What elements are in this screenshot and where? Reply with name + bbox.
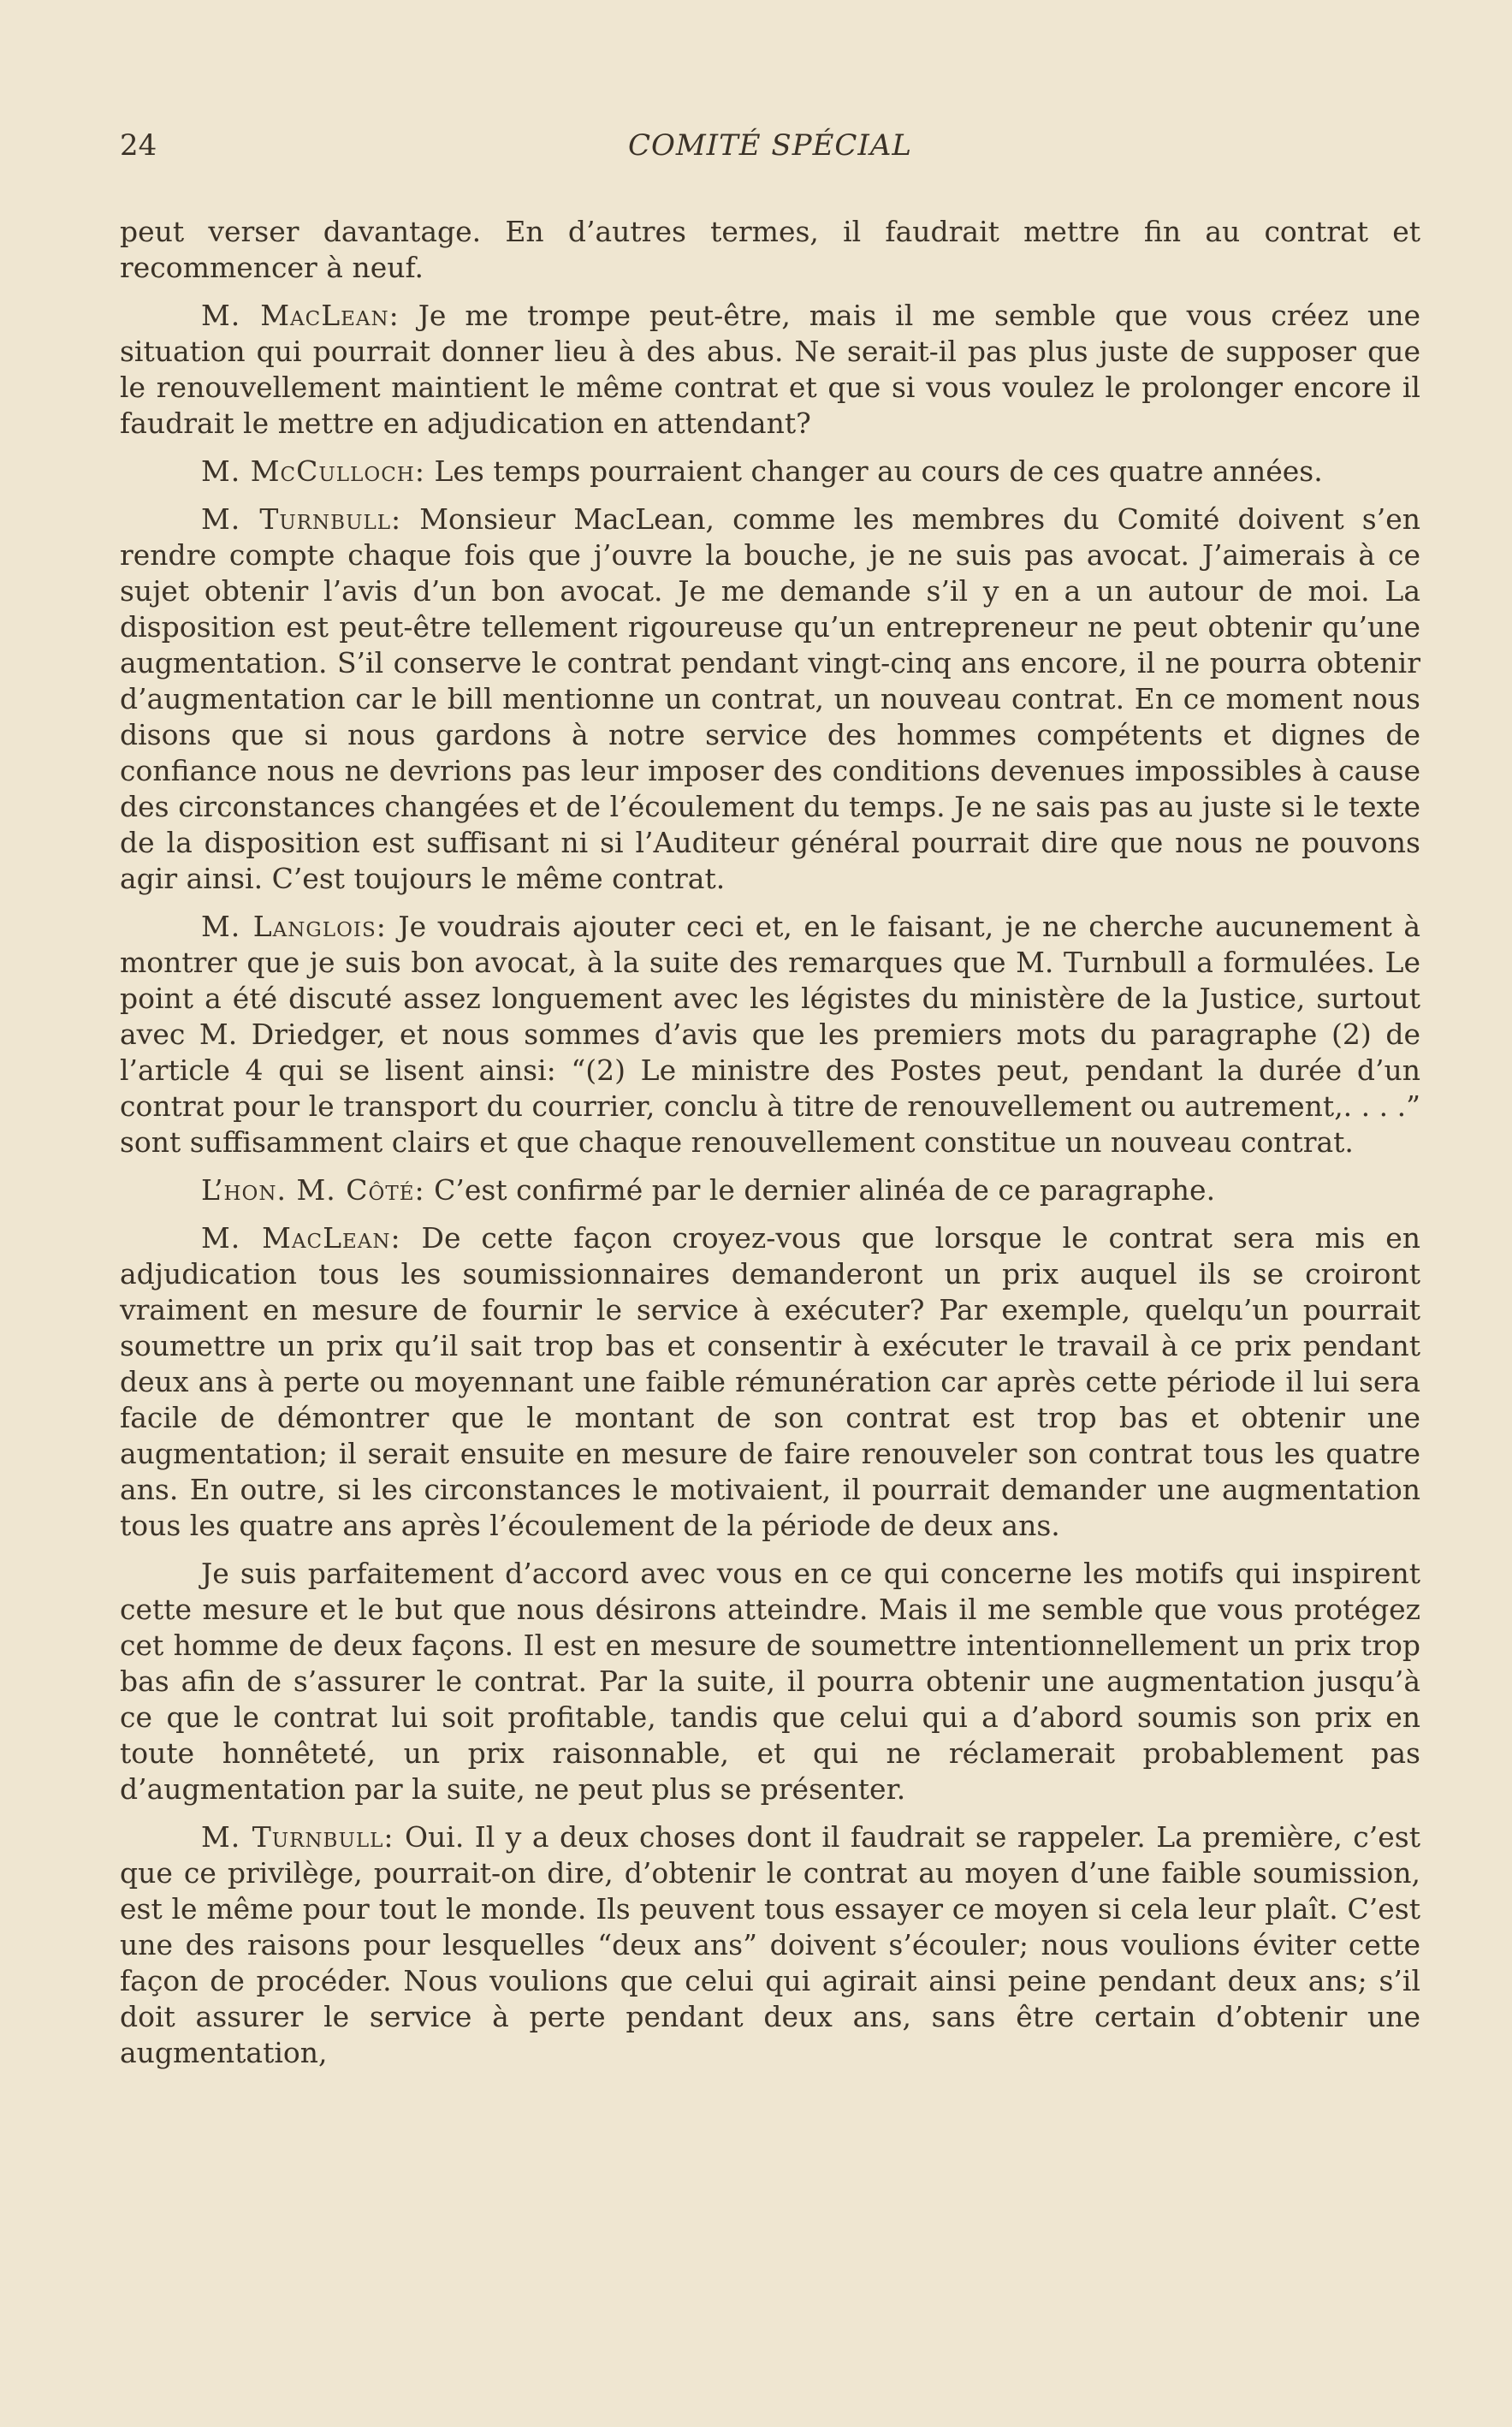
paragraph [120,909,1420,1160]
paragraph [120,454,1420,490]
paragraph-text: Oui. Il y a deux choses dont il faudrait se rappeler. La première, c’est que ce privilège, pourrait-on dire, d’obtenir le contrat au moyen d’une faible soumission, est le même pour tout le monde. Ils peuvent tous essayer ce moyen si cela leur plaît. C’est une des raisons pour lesquelles “deux ans” doivent s’écouler; nous voulions éviter cette façon de procéder. Nous voulions que celui qui agirait ainsi peine pendant deux ans; s’il doit assurer le service à perte pendant deux ans, sans être certain d’obtenir une augmentation, [120,1820,1420,2069]
speaker-name: M. MacLean: [201,299,400,332]
paragraph-text: Je voudrais ajouter ceci et, en le faisant, je ne cherche aucunement à montrer que je suis bon avocat, à la suite des remarques que M. Turnbull a formulées. Le point a été discuté assez longuement avec les légistes du ministère de la Justice, surtout avec M. Driedger, et nous sommes d’avis que les premiers mots du paragraphe (2) de l’article 4 qui se lisent ainsi: “(2) Le ministre des Postes peut, pendant la durée d’un contrat pour le transport du courrier, conclu à titre de renouvellement ou autrement,. . . .” sont suffisamment clairs et que chaque renouvellement constitue un nouveau contrat. [120,910,1420,1159]
paragraph-text: Je suis parfaitement d’accord avec vous en ce qui concerne les motifs qui inspirent cette mesure et le but que nous désirons atteindre. Mais il me semble que vous protégez cet homme de deux façons. Il est en mesure de soumettre intentionnellement un prix trop bas afin de s’assurer le contrat. Par la suite, il pourra obtenir une augmentation jusqu’à ce que le contrat lui soit profitable, tandis que celui qui a d’abord soumis son prix en toute honnêteté, un prix raisonnable, et qui ne réclamerait probablement pas d’augmentation par la suite, ne peut plus se présenter. [120,1557,1420,1806]
paragraph [120,501,1420,897]
speaker-name: M. McCulloch: [201,454,425,488]
paragraph [120,298,1420,442]
document-page [120,128,1420,2083]
speaker-name: M. Turnbull: [201,502,402,536]
paragraph-text: Les temps pourraient changer au cours de ces quatre années. [434,454,1323,488]
paragraph-text: De cette façon croyez-vous que lorsque le contrat sera mis en adjudication tous les soumissionnaires demanderont un prix auquel ils se croiront vraiment en mesure de fournir le service à exécuter? Par exemple, quelqu’un pourrait soumettre un prix qu’il sait trop bas et consentir à exécuter le travail à ce prix pendant deux ans à perte ou moyennant une faible rémunération car après cette période il lui sera facile de démontrer que le montant de son contrat est trop bas et obtenir une augmentation; il serait ensuite en mesure de faire renouveler son contrat tous les quatre ans. En outre, si les circonstances le motivaient, il pourrait demander une augmentation tous les quatre ans après l’écoulement de la période de deux ans. [120,1221,1420,1542]
paragraph [120,214,1420,286]
paragraph [120,1172,1420,1208]
body-text [120,214,1420,2071]
speaker-name: M. MacLean: [201,1221,401,1255]
paragraph [120,1556,1420,1807]
running-title: COMITÉ SPÉCIAL [627,128,912,163]
running-head [120,128,1420,166]
speaker-name: L’hon. M. Côté: [201,1173,425,1207]
paragraph [120,1220,1420,1544]
speaker-name: M. Turnbull: [201,1820,394,1854]
paragraph-text: peut verser davantage. En d’autres termes, il faudrait mettre fin au contrat et recommencer à neuf. [120,215,1420,284]
paragraph [120,1819,1420,2071]
speaker-name: M. Langlois: [201,910,387,943]
paragraph-text: C’est confirmé par le dernier alinéa de ce paragraphe. [434,1173,1216,1207]
paragraph-text: Monsieur MacLean, comme les membres du Comité doivent s’en rendre compte chaque fois que j’ouvre la bouche, je ne suis pas avocat. J’aimerais à ce sujet obtenir l’avis d’un bon avocat. Je me demande s’il y en a un autour de moi. La disposition est peut-être tellement rigoureuse qu’un entrepreneur ne peut obtenir qu’une augmentation. S’il conserve le contrat pendant vingt-cinq ans encore, il ne pourra obtenir d’augmentation car le bill mentionne un contrat, un nouveau contrat. En ce moment nous disons que si nous gardons à notre service des hommes compétents et dignes de confiance nous ne devrions pas leur imposer des conditions devenues impossibles à cause des circonstances changées et de l’écoulement du temps. Je ne sais pas au juste si le texte de la disposition est suffisant ni si l’Auditeur général pourrait dire que nous ne pouvons agir ainsi. C’est toujours le même contrat. [120,502,1420,895]
paragraph-text: Je me trompe peut-être, mais il me semble que vous créez une situation qui pourrait donner lieu à des abus. Ne serait-il pas plus juste de supposer que le renouvellement maintient le même contrat et que si vous voulez le prolonger encore il faudrait le mettre en adjudication en attendant? [120,299,1420,440]
page-number: 24 [120,128,157,163]
